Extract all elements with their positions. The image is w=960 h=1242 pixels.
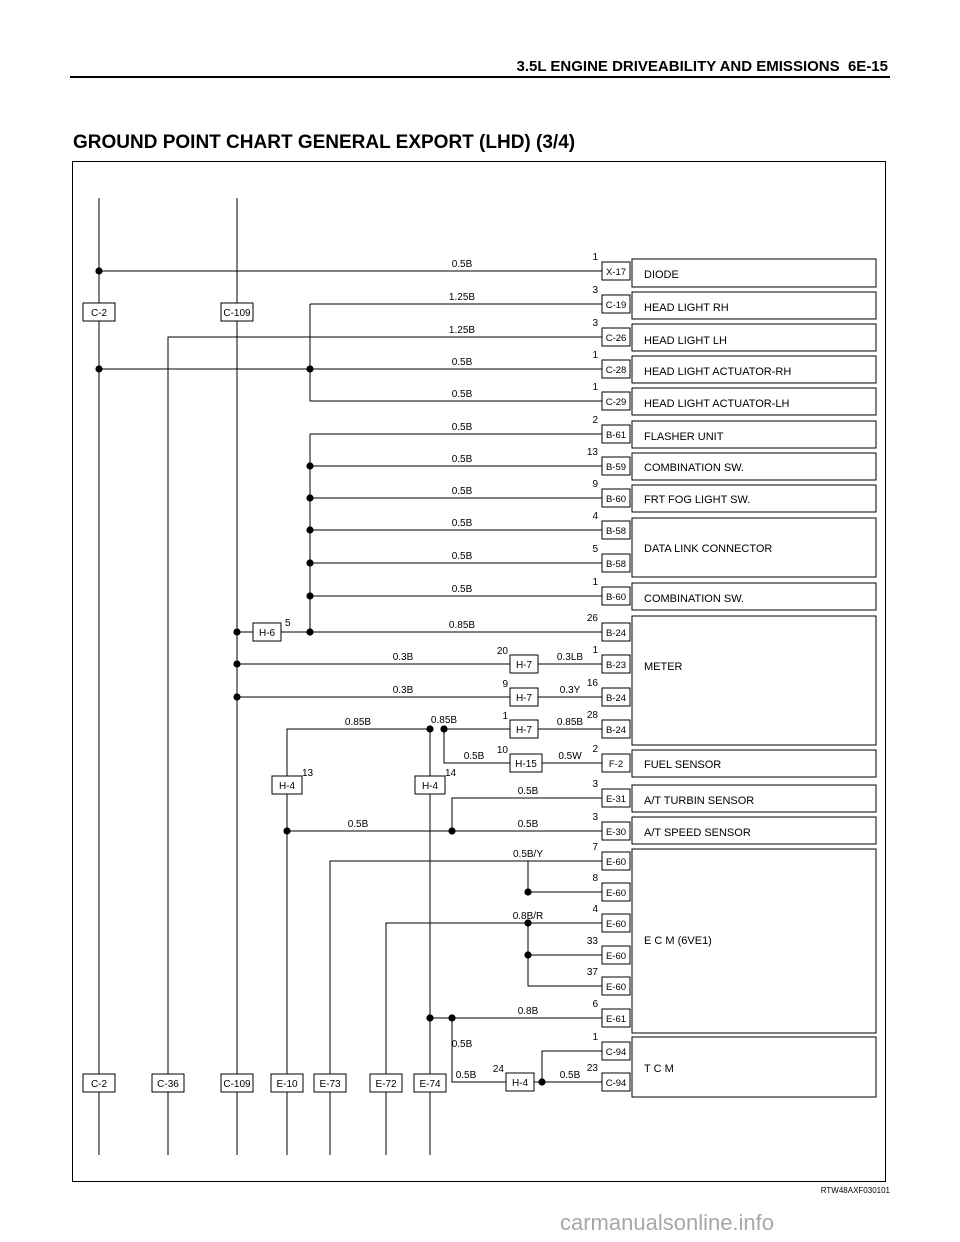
inline-pin-label: 24: [492, 1064, 504, 1075]
row-pin-label: 1: [592, 1032, 598, 1043]
row-connector-label: B-61: [605, 430, 627, 441]
row-connector-label: E-30: [605, 827, 627, 838]
splice-dot: [306, 494, 313, 501]
wire-size-label: 0.5B: [559, 1070, 581, 1081]
row-pin-label: 9: [592, 479, 598, 490]
h4-right-connector-label: H-4: [421, 781, 439, 792]
wire-size-label: 0.5B: [451, 389, 473, 400]
row-pin-label: 2: [592, 415, 598, 426]
row-connector-label: C-29: [605, 397, 627, 408]
wire-size-label: 0.5B: [451, 551, 473, 562]
wire-size-label-left: 0.3B: [392, 685, 414, 696]
wire-size-label: 0.3LB: [556, 652, 584, 663]
splice-dot: [524, 888, 531, 895]
row-pin-label: 6: [592, 999, 598, 1010]
component-label: HEAD LIGHT LH: [644, 335, 727, 347]
splice-dot: [440, 725, 447, 732]
splice-dot: [306, 462, 313, 469]
row-connector-label: B-60: [605, 592, 627, 603]
row-pin-label: 8: [592, 873, 598, 884]
component-label: HEAD LIGHT ACTUATOR-LH: [644, 398, 790, 410]
inline-pin-label: 10: [496, 745, 508, 756]
inline-connector-label: H-4: [511, 1078, 529, 1089]
row-connector-label: B-24: [605, 725, 627, 736]
row-pin-label: 1: [592, 645, 598, 656]
wire-size-label: 1.25B: [448, 325, 476, 336]
row-connector-label: B-23: [605, 660, 627, 671]
row-pin-label: 1: [592, 252, 598, 263]
top-connector-label: C-2: [90, 308, 108, 319]
component-label: DATA LINK CONNECTOR: [644, 543, 773, 555]
row-connector-label: B-59: [605, 462, 627, 473]
component-label: HEAD LIGHT ACTUATOR-RH: [644, 366, 792, 378]
wire-size-label: 0.5B/Y: [512, 849, 544, 860]
row-pin-label: 2: [592, 744, 598, 755]
bottom-connector-label: C-36: [157, 1079, 179, 1090]
wire-size-label: 0.5B: [517, 819, 539, 830]
component-label: E C M (6VE1): [644, 935, 712, 947]
row-pin-label: 1: [592, 382, 598, 393]
row-connector-label: F-2: [608, 759, 624, 770]
splice-dot: [233, 628, 240, 635]
row-pin-label: 4: [592, 511, 598, 522]
header-title: 3.5L ENGINE DRIVEABILITY AND EMISSIONS: [516, 58, 840, 75]
component-label: DIODE: [644, 269, 679, 281]
wire-size-label: 0.5B: [451, 1039, 473, 1050]
row-connector-label: E-60: [605, 951, 627, 962]
splice-dot: [538, 1078, 545, 1085]
bottom-connector-label: E-72: [375, 1079, 397, 1090]
splice-branch-c19-c29: [310, 304, 602, 401]
component-box: [632, 616, 876, 745]
wire-size-label: 0.3Y: [559, 685, 581, 696]
wire-size-label-left: 0.3B: [392, 652, 414, 663]
splice-dot: [306, 592, 313, 599]
row-pin-label: 16: [586, 678, 598, 689]
header-page-number: 6E-15: [847, 58, 888, 75]
inline-connector-label: H-7: [515, 725, 533, 736]
row-connector-label: C-19: [605, 300, 627, 311]
bottom-connector-label: E-74: [419, 1079, 441, 1090]
bottom-connector-label: C-109: [223, 1079, 251, 1090]
inline-pin-label: 20: [496, 646, 508, 657]
wire-size-label: 0.85B: [556, 717, 584, 728]
row-pin-label: 1: [592, 577, 598, 588]
h4-left-connector-label: H-4: [278, 781, 296, 792]
row-connector-label: E-60: [605, 919, 627, 930]
bottom-connector-label: E-73: [319, 1079, 341, 1090]
splice-dot: [306, 365, 313, 372]
row-connector-label: C-94: [605, 1078, 627, 1089]
row-pin-label: 33: [586, 936, 598, 947]
h4-right-pin-label: 14: [445, 768, 457, 779]
row-connector-label: B-60: [605, 494, 627, 505]
row-connector-label: E-60: [605, 888, 627, 899]
inline-connector-label: H-15: [515, 759, 537, 770]
splice-dot: [95, 267, 102, 274]
row-pin-label: 13: [586, 447, 598, 458]
splice-dot: [426, 725, 433, 732]
row-connector-label: B-58: [605, 526, 627, 537]
row-connector-label: C-94: [605, 1047, 627, 1058]
wire-size-label-mid: 0.85B: [430, 715, 458, 726]
inline-connector-label: H-7: [515, 660, 533, 671]
splice-dot: [426, 1014, 433, 1021]
row-connector-label: C-28: [605, 365, 627, 376]
row-pin-label: 4: [592, 904, 598, 915]
row-pin-label: 28: [586, 710, 598, 721]
wire-size-label-left: 0.5B: [455, 1070, 477, 1081]
component-label: A/T TURBIN SENSOR: [644, 795, 755, 807]
inline-pin-label: 9: [502, 679, 508, 690]
splice-dot: [448, 1014, 455, 1021]
component-label: FRT FOG LIGHT SW.: [644, 494, 751, 506]
component-label: FLASHER UNIT: [644, 431, 724, 443]
wire-e60-8: [528, 861, 602, 892]
top-connector-label: C-109: [223, 308, 251, 319]
row-connector-label: B-24: [605, 628, 627, 639]
bottom-connector-label: E-10: [276, 1079, 298, 1090]
wire-size-label: 0.5B: [451, 518, 473, 529]
splice-dot: [306, 526, 313, 533]
page-title: GROUND POINT CHART GENERAL EXPORT (LHD) (3/4): [73, 132, 576, 153]
row-pin-label: 7: [592, 842, 598, 853]
wire-size-label-left: 0.5B: [463, 751, 485, 762]
row-pin-label: 1: [592, 350, 598, 361]
wire-size-label: 0.5B: [517, 786, 539, 797]
splice-dot: [306, 559, 313, 566]
wire-size-label: 0.8B/R: [512, 911, 544, 922]
wire-size-label: 0.5B: [451, 357, 473, 368]
bottom-connector-label: C-2: [90, 1079, 108, 1090]
row-connector-label: E-60: [605, 857, 627, 868]
row-pin-label: 3: [592, 285, 598, 296]
component-label: COMBINATION SW.: [644, 462, 745, 474]
component-label: HEAD LIGHT RH: [644, 302, 729, 314]
wire-size-label: 0.5B: [451, 454, 473, 465]
component-label: A/T SPEED SENSOR: [644, 827, 751, 839]
row-pin-label: 26: [586, 613, 598, 624]
wire-size-label-left: 0.5B: [347, 819, 369, 830]
watermark: carmanualsonline.info: [560, 1210, 775, 1235]
wire-size-label: 0.8B: [517, 1006, 539, 1017]
ground-bus-e10: [287, 729, 427, 1155]
row-connector-label: E-61: [605, 1014, 627, 1025]
splice-dot: [233, 660, 240, 667]
ground-bus-e73: [330, 861, 528, 1155]
row-connector-label: B-24: [605, 693, 627, 704]
wire-size-label: 0.5B: [451, 259, 473, 270]
inline-pin-label: 1: [502, 711, 508, 722]
splice-dot: [283, 827, 290, 834]
row-pin-label: 5: [592, 544, 598, 555]
wire-size-label: 0.5B: [451, 422, 473, 433]
wire-size-label: 0.85B: [448, 620, 476, 631]
wire-size-label: 0.5B: [451, 584, 473, 595]
h4-left-pin-label: 13: [302, 768, 314, 779]
h6-pin-label: 5: [285, 618, 291, 629]
component-label: T C M: [644, 1063, 674, 1075]
splice-dot: [448, 827, 455, 834]
ground-bus-c36: [168, 337, 602, 1155]
splice-dot: [95, 365, 102, 372]
row-connector-label: E-31: [605, 794, 627, 805]
row-connector-label: C-26: [605, 333, 627, 344]
row-pin-label: 3: [592, 779, 598, 790]
row-connector-label: E-60: [605, 982, 627, 993]
wire-size-label: 0.5B: [451, 486, 473, 497]
splice-dot: [306, 628, 313, 635]
row-pin-label: 37: [586, 967, 598, 978]
h6-connector-label: H-6: [258, 628, 276, 639]
row-connector-label: X-17: [605, 267, 627, 278]
component-label: COMBINATION SW.: [644, 593, 745, 605]
splice-dot: [524, 951, 531, 958]
wire-size-label-left: 0.85B: [344, 717, 372, 728]
document-id: RTW48AXF030101: [820, 1186, 890, 1195]
row-pin-label: 23: [586, 1063, 598, 1074]
wire-size-label: 1.25B: [448, 292, 476, 303]
row-pin-label: 3: [592, 812, 598, 823]
component-label: FUEL SENSOR: [644, 759, 722, 771]
splice-dot: [233, 693, 240, 700]
component-label: METER: [644, 661, 683, 673]
row-pin-label: 3: [592, 318, 598, 329]
row-connector-label: B-58: [605, 559, 627, 570]
wire-size-label: 0.5W: [558, 751, 582, 762]
inline-connector-label: H-7: [515, 693, 533, 704]
